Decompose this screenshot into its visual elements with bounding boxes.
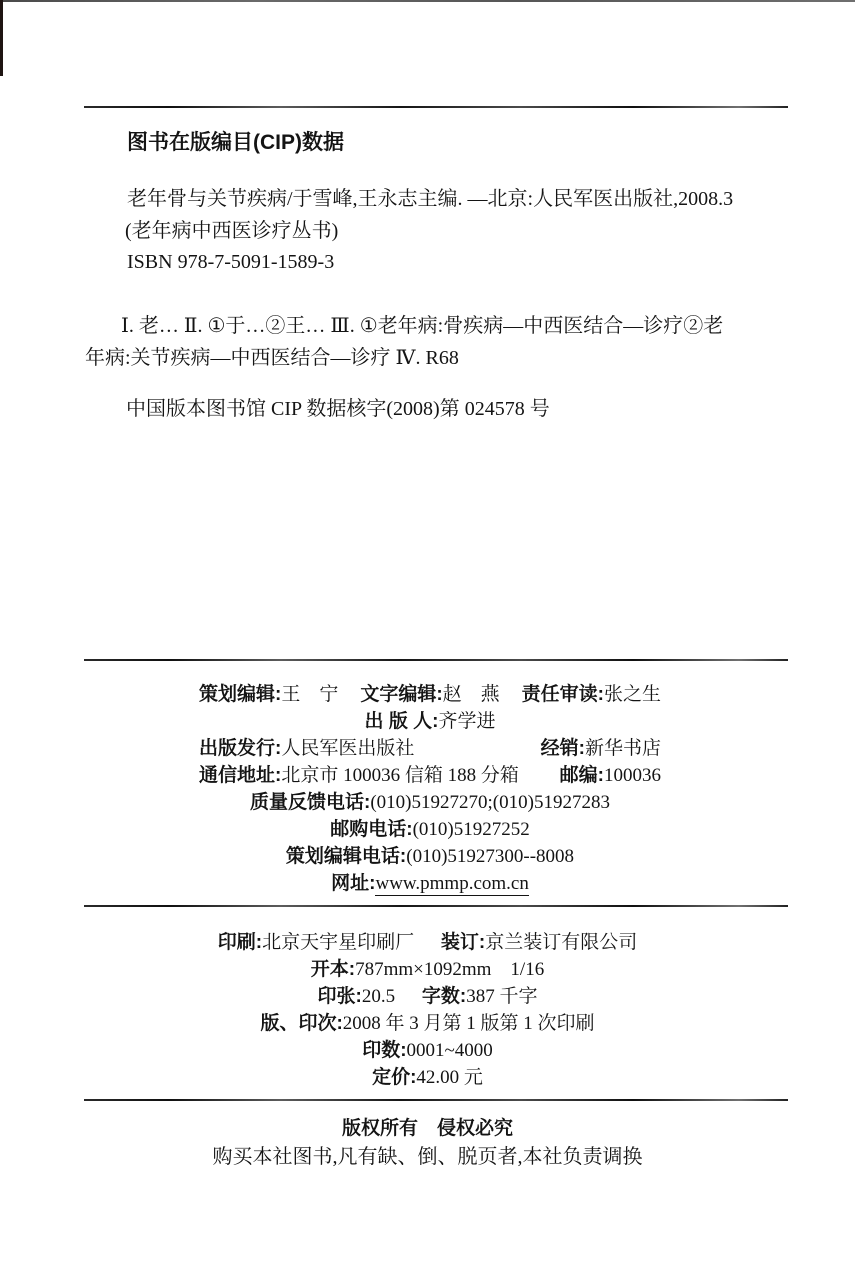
planning-phone-row (199, 843, 661, 870)
scan-artifact-top-edge (0, 0, 855, 2)
printer-value: 北京天宇星印刷厂 (262, 932, 415, 953)
print-run-value: 0001~4000 (406, 1040, 493, 1061)
responsible-reviewer-value: 张之生 (603, 684, 661, 705)
copyright-notice: 版权所有 侵权必究 (341, 1118, 513, 1139)
binder-value: 京兰装订有限公司 (485, 932, 638, 953)
mailing-address-value: 北京市 100036 信箱 188 分箱 (281, 765, 519, 786)
mail-order-phone-label: 邮购电话: (330, 819, 413, 840)
cip-isbn-line: ISBN 978-7-5091-1589-3 (127, 251, 335, 273)
publish-issue (199, 735, 414, 762)
postcode-value: 100036 (604, 765, 661, 786)
publisher-person (365, 711, 496, 732)
cip-classification-line-1: Ⅰ. 老… Ⅱ. ①于…②王… Ⅲ. ①老年病:骨疾病—中西医结合—诊疗②老 (121, 315, 724, 337)
distribution (541, 735, 661, 762)
responsible-reviewer-label: 责任审读: (521, 684, 604, 705)
text-editor-label: 文字编辑: (360, 684, 443, 705)
edition-row (0, 1010, 855, 1037)
edition-label: 版、印次: (260, 1013, 343, 1034)
publish-issue-label: 出版发行: (199, 738, 282, 759)
edition (260, 1013, 594, 1034)
text-editor-value: 赵 燕 (442, 684, 500, 705)
publish-issue-row (199, 735, 661, 762)
print-run-row (0, 1037, 855, 1064)
printer-binder-row (0, 929, 855, 956)
planning-editor (199, 681, 338, 708)
price-label: 定价: (372, 1067, 417, 1088)
mail-order-phone-value: (010)51927252 (412, 819, 530, 840)
publishing-info-block (199, 681, 661, 897)
publish-issue-value: 人民军医出版社 (281, 738, 415, 759)
feedback-phone-value: (010)51927270;(010)51927283 (370, 792, 610, 813)
planning-editor-value: 王 宁 (281, 684, 339, 705)
planning-editor-label: 策划编辑: (199, 684, 282, 705)
cip-record-line: 老年骨与关节疾病/于雪峰,王永志主编. —北京:人民军医出版社,2008.3 (127, 188, 734, 210)
divider-printing (84, 905, 788, 907)
word-count (422, 986, 538, 1007)
feedback-phone (250, 792, 610, 813)
mailing-address (199, 762, 519, 789)
word-count-label: 字数: (421, 986, 467, 1007)
word-count-value: 387 千字 (466, 986, 538, 1007)
feedback-phone-row (199, 789, 661, 816)
printed-sheets-value: 20.5 (361, 986, 396, 1007)
publisher-person-row (199, 708, 661, 735)
postcode-label: 邮编: (559, 765, 604, 786)
printed-sheets (318, 986, 396, 1007)
distribution-label: 经销: (540, 738, 585, 759)
publisher-person-label: 出 版 人: (364, 711, 439, 732)
mail-order-phone-row (199, 816, 661, 843)
format-value: 787mm×1092mm 1/16 (355, 959, 545, 980)
cip-classification-line-2: 年病:关节疾病—中西医结合—诊疗 Ⅳ. R68 (85, 347, 459, 369)
responsible-reviewer (522, 681, 661, 708)
printed-sheets-label: 印张: (317, 986, 362, 1007)
cip-registry-line: 中国版本图书馆 CIP 数据核字(2008)第 024578 号 (126, 398, 550, 420)
divider-top (84, 106, 788, 108)
publisher-person-value: 齐学进 (438, 711, 496, 732)
exchange-policy: 购买本社图书,凡有缺、倒、脱页者,本社负责调换 (212, 1146, 643, 1168)
website-url: www.pmmp.com.cn (375, 873, 529, 894)
copyright-block (0, 1115, 855, 1171)
print-run (362, 1040, 493, 1061)
postcode (560, 762, 661, 789)
price-row (0, 1064, 855, 1091)
address-row (199, 762, 661, 789)
text-editor (360, 681, 499, 708)
sheets-words-row (0, 983, 855, 1010)
format-row (0, 956, 855, 983)
feedback-phone-label: 质量反馈电话: (250, 792, 371, 813)
editors-row (199, 681, 661, 708)
printer (218, 932, 414, 953)
website-label: 网址: (331, 873, 376, 894)
mail-order-phone (330, 819, 529, 840)
planning-phone (286, 846, 574, 867)
printing-info-block (0, 929, 855, 1091)
website (331, 873, 529, 896)
format (311, 959, 544, 980)
price-value: 42.00 元 (416, 1067, 483, 1088)
price (372, 1067, 483, 1088)
distribution-value: 新华书店 (584, 738, 661, 759)
binder (441, 932, 637, 953)
printer-label: 印刷: (217, 932, 263, 953)
mailing-address-label: 通信地址: (199, 765, 282, 786)
planning-phone-label: 策划编辑电话: (285, 846, 407, 867)
cip-series-line: (老年病中西医诊疗丛书) (125, 220, 339, 242)
binder-label: 装订: (440, 932, 486, 953)
divider-publishing (84, 659, 788, 661)
cip-heading: 图书在版编目(CIP)数据 (127, 131, 344, 154)
website-row (199, 870, 661, 897)
divider-copyright (84, 1099, 788, 1101)
format-label: 开本: (310, 959, 356, 980)
planning-phone-value: (010)51927300--8008 (406, 846, 575, 867)
edition-value: 2008 年 3 月第 1 版第 1 次印刷 (342, 1013, 595, 1034)
print-run-label: 印数: (362, 1040, 407, 1061)
scan-artifact-left-edge (0, 0, 3, 76)
